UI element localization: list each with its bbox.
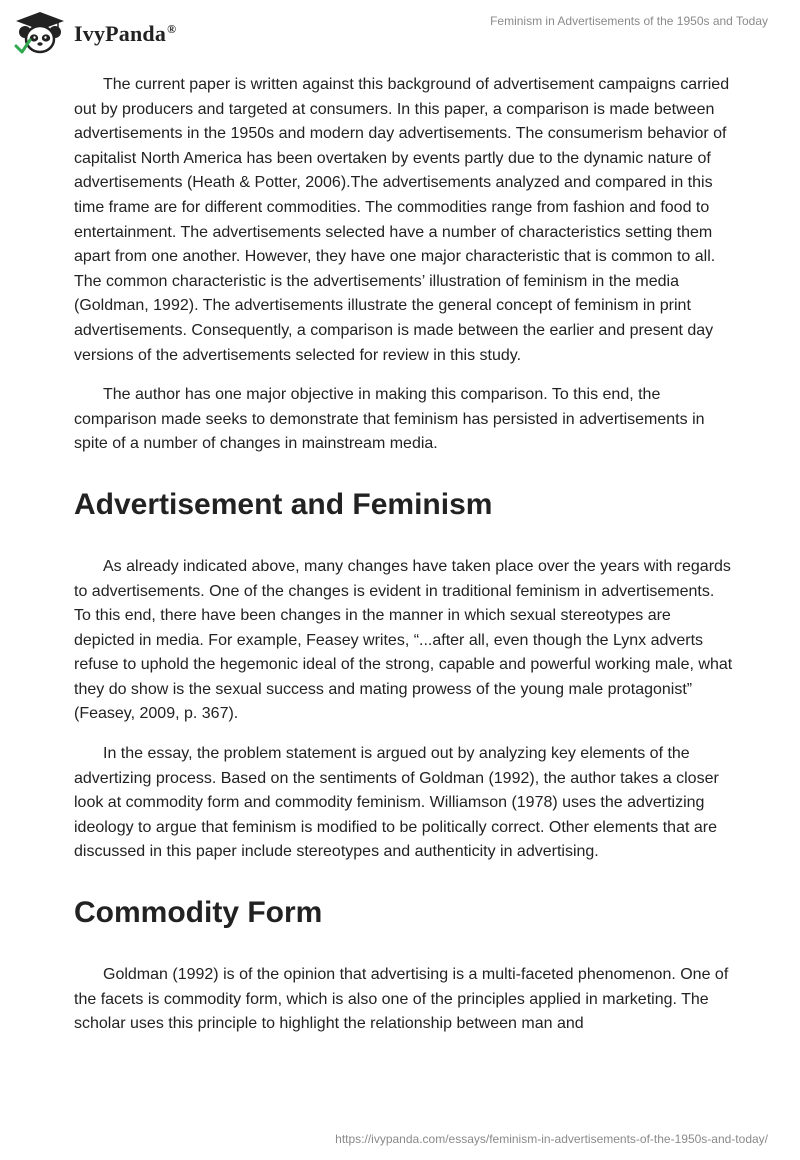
- panda-graduate-icon: [14, 10, 66, 54]
- document-title: Feminism in Advertisements of the 1950s and Today: [490, 14, 768, 28]
- logo-wordmark: IvyPanda®: [74, 21, 177, 46]
- paragraph: As already indicated above, many changes have taken place over the years with regards to advertisements. One of the changes is evident in traditional feminism in advertisements. To this end, there have been changes in the manner in which sexual stereotypes are depicted in media. For example, Feasey writes, “...after all, even though the Lynx adverts refuse to uphold the hegemonic ideal of the strong, capable and powerful working male, what they do show is the sexual success and mating prowess of the young male protagonist” (Feasey, 2009, p. 367).: [74, 557, 733, 723]
- essay-body: [74, 73, 734, 1052]
- ivypanda-logo[interactable]: [14, 10, 176, 54]
- source-url[interactable]: https://ivypanda.com/essays/feminism-in-advertisements-of-the-1950s-and-today/: [335, 1132, 768, 1146]
- section-heading-advertisement-and-feminism: Advertisement and Feminism: [74, 487, 493, 521]
- page-header: [0, 0, 800, 70]
- paragraph: The author has one major objective in making this comparison. To this end, the comparison made seeks to demonstrate that feminism has persisted in advertisements in spite of a number of changes in mainstream media.: [74, 386, 705, 453]
- paragraph: Goldman (1992) is of the opinion that advertising is a multi-faceted phenomenon. One of the facets is commodity form, which is also one of the principles applied in marketing. The scholar uses this principle to highlight the relationship between man and: [74, 966, 729, 1033]
- section-heading-commodity-form: Commodity Form: [74, 896, 323, 930]
- paragraph: The current paper is written against this background of advertisement campaigns carried out by producers and targeted at consumers. In this paper, a comparison is made between advertisements in the 1950s and modern day advertisements. The consumerism behavior of capitalist North America has been overtaken by events partly due to the dynamic nature of advertisements (Heath & Potter, 2006).The advertisements analyzed and compared in this time frame are for different commodities. The commodities range from fashion and food to entertainment. The advertisements selected have a number of characteristics setting them apart from one another. However, they have one major characteristic that is common to all. The common characteristic is the advertisements’ illustration of feminism in the media (Goldman, 1992). The advertisements illustrate the general concept of feminism in print advertisements. Consequently, a comparison is made between the earlier and present day versions of the advertisements selected for review in this study.: [74, 76, 730, 364]
- paragraph: In the essay, the problem statement is argued out by analyzing key elements of the advertizing process. Based on the sentiments of Goldman (1992), the author takes a closer look at commodity form and commodity feminism. Williamson (1978) uses the advertizing ideology to argue that feminism is modified to be politically correct. Other elements that are discussed in this paper include stereotypes and authenticity in advertising.: [74, 745, 719, 861]
- registered-mark: ®: [167, 21, 177, 36]
